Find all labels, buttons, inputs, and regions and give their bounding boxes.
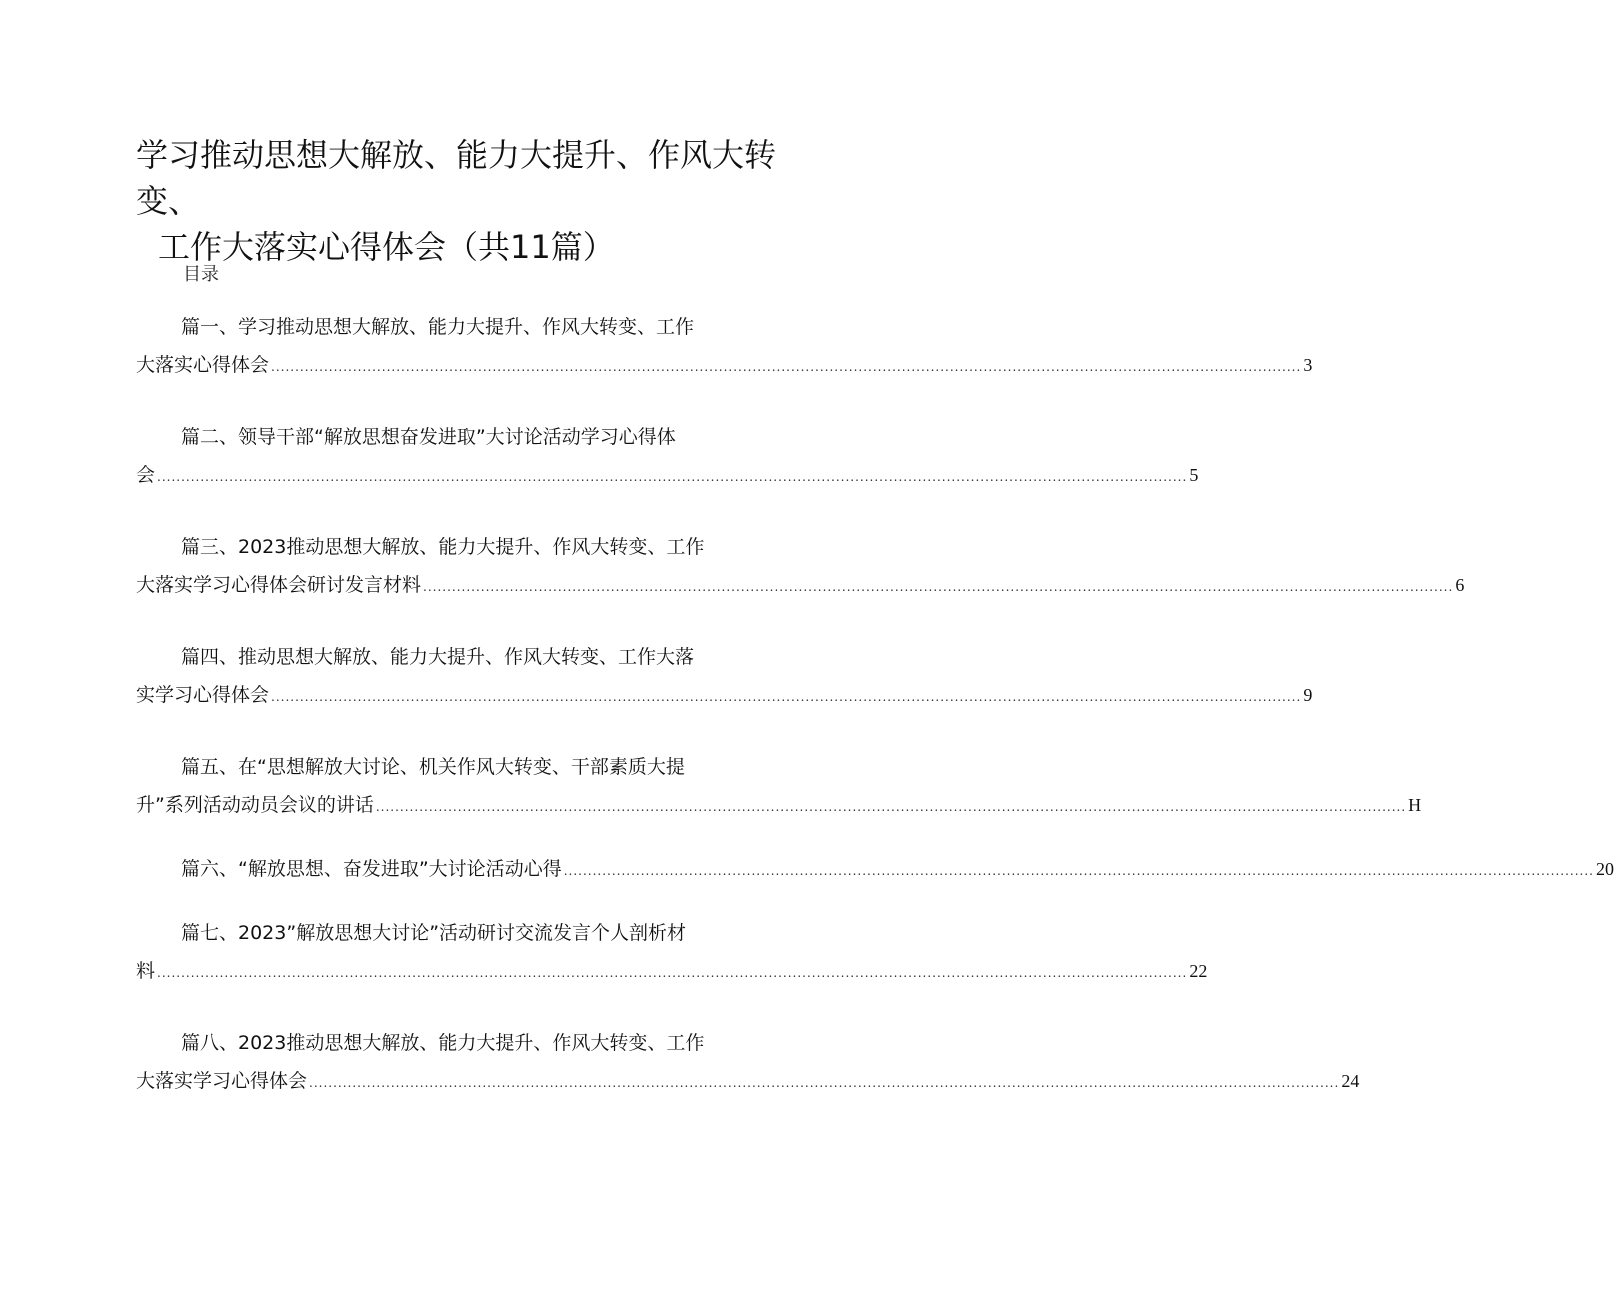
dot-leader: ...................................................................................................................................................................................................................... — [375, 800, 1407, 814]
dot-leader: ...................................................................................................................................................................................................................... — [157, 966, 1188, 980]
toc-page-number: 24 — [1341, 1071, 1360, 1091]
title-line-1: 学习推动思想大解放、能力大提升、作风大转变、 — [136, 136, 777, 220]
dot-leader: ...................................................................................................................................................................................................................... — [563, 864, 1594, 878]
toc-entry-1[interactable] — [136, 308, 1313, 384]
toc-entry-title: 篇六、“解放思想、奋发进取”大讨论活动心得 — [181, 858, 562, 880]
toc-entry-title-continued: 大落实学习心得体会 — [136, 1070, 308, 1092]
toc-entry-title-continued: 料 — [136, 960, 156, 982]
dot-leader: ...................................................................................................................................................................................................................... — [271, 690, 1302, 704]
toc-page-number: 9 — [1303, 685, 1313, 705]
toc-entry-2[interactable] — [136, 418, 1199, 494]
toc-entry-title: 篇三、2023推动思想大解放、能力大提升、作风大转变、工作 — [181, 536, 705, 558]
toc-entry-title: 篇八、2023推动思想大解放、能力大提升、作风大转变、工作 — [181, 1032, 705, 1054]
table-of-contents — [136, 308, 1614, 1100]
toc-entry-6[interactable] — [136, 850, 1614, 888]
dot-leader: ...................................................................................................................................................................................................................... — [423, 580, 1454, 594]
toc-entry-title: 篇二、领导干部“解放思想奋发进取”大讨论活动学习心得体 — [181, 426, 676, 448]
dot-leader: ...................................................................................................................................................................................................................... — [271, 360, 1302, 374]
toc-entry-7[interactable] — [136, 914, 1208, 990]
toc-entry-title: 篇五、在“思想解放大讨论、机关作风大转变、干部素质大提 — [181, 756, 685, 778]
toc-entry-title: 篇一、学习推动思想大解放、能力大提升、作风大转变、工作 — [181, 316, 695, 338]
toc-page-number: 6 — [1455, 575, 1465, 595]
toc-entry-8[interactable] — [136, 1024, 1360, 1100]
toc-entry-title-continued: 会 — [136, 464, 156, 486]
title-line-2: 工作大落实心得体会（共11篇） — [158, 228, 615, 266]
toc-entry-title-continued: 大落实心得体会 — [136, 354, 270, 376]
toc-page-number: 20 — [1596, 859, 1614, 879]
toc-heading: 目录 — [183, 264, 219, 285]
toc-page-number: H — [1408, 795, 1422, 815]
toc-entry-title: 篇四、推动思想大解放、能力大提升、作风大转变、工作大落 — [181, 646, 695, 668]
toc-entry-title: 篇七、2023”解放思想大讨论”活动研讨交流发言个人剖析材 — [181, 922, 687, 944]
toc-page-number: 22 — [1189, 961, 1208, 981]
toc-entry-5[interactable] — [136, 748, 1422, 824]
dot-leader: ...................................................................................................................................................................................................................... — [157, 470, 1188, 484]
toc-entry-4[interactable] — [136, 638, 1313, 714]
toc-entry-title-continued: 大落实学习心得体会研讨发言材料 — [136, 574, 422, 596]
document-title — [136, 132, 796, 270]
dot-leader: ...................................................................................................................................................................................................................... — [309, 1076, 1340, 1090]
toc-entry-3[interactable] — [136, 528, 1465, 604]
toc-entry-title-continued: 升”系列活动动员会议的讲话 — [136, 794, 374, 816]
toc-page-number: 5 — [1189, 465, 1199, 485]
toc-entry-title-continued: 实学习心得体会 — [136, 684, 270, 706]
toc-page-number: 3 — [1303, 355, 1313, 375]
